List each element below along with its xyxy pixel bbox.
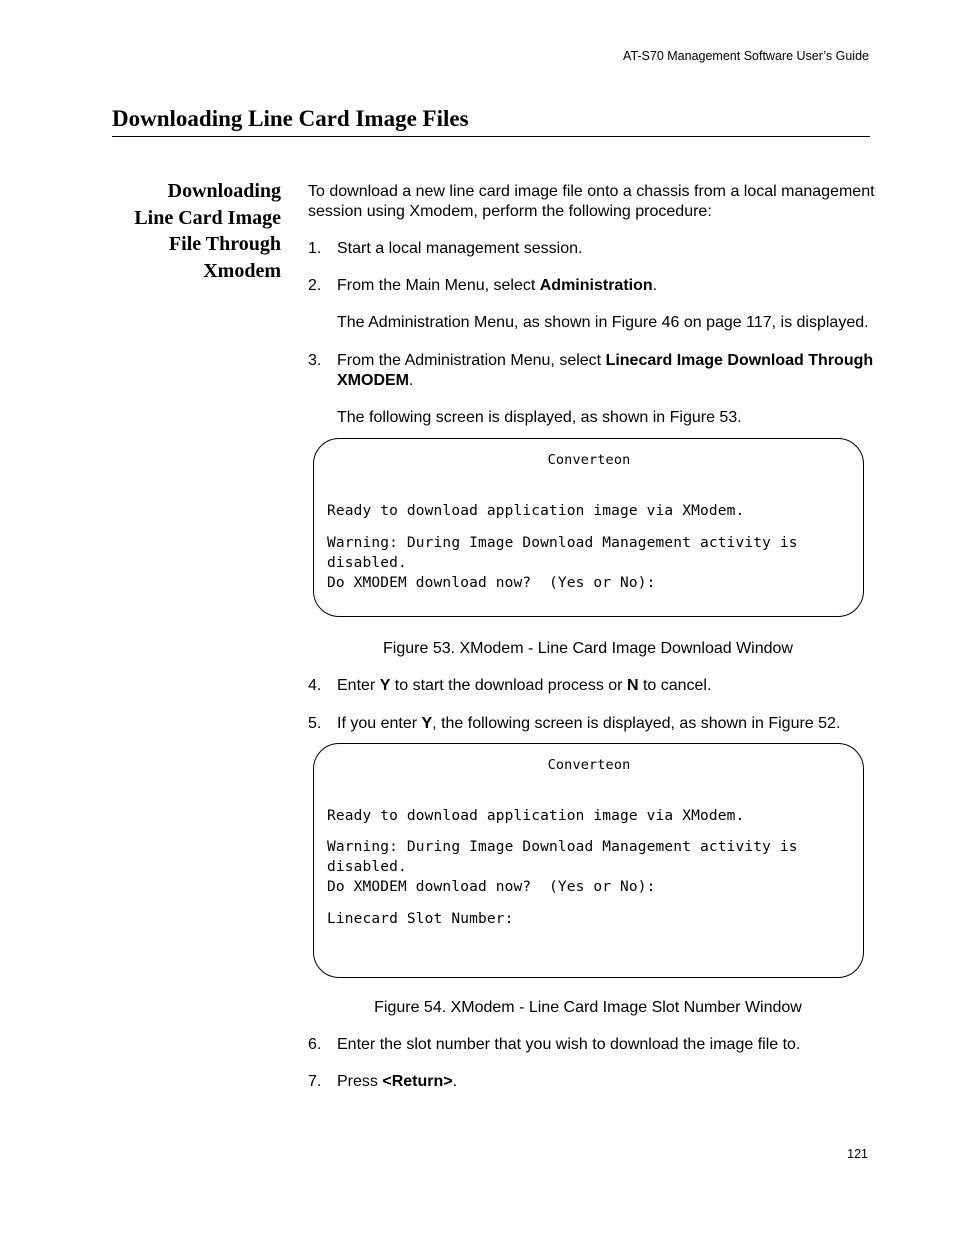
step-2 [308, 276, 878, 296]
figure-53-caption: Figure 53. XModem - Line Card Image Download Window [383, 640, 793, 657]
terminal-prompt: Do XMODEM download now? (Yes or No): [327, 575, 656, 591]
key-n: N [626, 677, 639, 694]
step-text: From the Main Menu, select [337, 277, 540, 294]
step-1 [308, 239, 878, 259]
figure-54-caption: Figure 54. XModem - Line Card Image Slot Number Window [374, 999, 802, 1016]
step-text-end: . [452, 1073, 458, 1090]
key-return: <Return> [382, 1073, 453, 1090]
step-number: 1. [308, 240, 322, 257]
step-4 [308, 676, 878, 696]
terminal-line: Warning: During Image Download Management activity is [327, 839, 798, 855]
step-text: Start a local management session. [337, 240, 583, 257]
key-y: Y [379, 677, 391, 694]
step-number: 4. [308, 677, 322, 694]
step-number: 7. [308, 1073, 322, 1090]
step-3-note: The following screen is displayed, as shown in Figure 53. [337, 409, 742, 426]
step-3 [308, 351, 878, 391]
side-heading [100, 178, 281, 284]
step-7 [308, 1072, 878, 1092]
step-6 [308, 1035, 878, 1055]
step-text: From the Administration Menu, select [337, 352, 606, 369]
step-number: 5. [308, 715, 322, 732]
step-text-end: , the following screen is displayed, as shown in Figure 52. [432, 715, 841, 732]
terminal-screen-slot-number [313, 743, 864, 978]
terminal-prompt: Linecard Slot Number: [327, 911, 514, 927]
side-heading-line: Line Card Image [134, 206, 281, 229]
running-header: AT-S70 Management Software User’s Guide [623, 49, 869, 63]
step-text: to start the download process or [390, 677, 627, 694]
terminal-title: Converteon [547, 452, 631, 468]
step-text: Enter [337, 677, 380, 694]
page-number: 121 [847, 1147, 868, 1161]
step-number: 2. [308, 277, 322, 294]
step-5 [308, 714, 878, 734]
terminal-line: Warning: During Image Download Management activity is [327, 535, 798, 551]
terminal-line: disabled. [327, 859, 407, 875]
terminal-screen-download [313, 438, 864, 617]
side-heading-line: Xmodem [203, 259, 281, 282]
terminal-line: Ready to download application image via XModem. [327, 808, 745, 824]
procedure-body [308, 182, 878, 1092]
step-text-end: . [409, 372, 414, 389]
side-heading-line: Downloading [167, 180, 281, 202]
menu-option-administration: Administration [539, 277, 653, 294]
step-2-note: The Administration Menu, as shown in Figure 46 on page 117, is displayed. [337, 314, 869, 331]
step-text: Enter the slot number that you wish to download the image file to. [337, 1036, 801, 1053]
menu-option-linecard-download: Linecard Image Download Through XMODEM [337, 352, 874, 389]
step-text: If you enter [337, 715, 422, 732]
step-text: Press [337, 1073, 383, 1090]
key-y: Y [421, 715, 433, 732]
side-heading-line: File Through [168, 233, 281, 255]
terminal-line: Ready to download application image via XModem. [327, 503, 745, 519]
step-number: 3. [308, 352, 322, 369]
step-number: 6. [308, 1036, 322, 1053]
terminal-prompt: Do XMODEM download now? (Yes or No): [327, 879, 656, 895]
step-text-end: . [652, 277, 658, 294]
step-text-end: to cancel. [638, 677, 712, 694]
section-title: Downloading Line Card Image Files [112, 106, 870, 137]
terminal-title: Converteon [547, 757, 631, 773]
terminal-line: disabled. [327, 555, 407, 571]
intro-paragraph: To download a new line card image file onto a chassis from a local management session using Xmodem, perform the following procedure: [308, 183, 875, 220]
